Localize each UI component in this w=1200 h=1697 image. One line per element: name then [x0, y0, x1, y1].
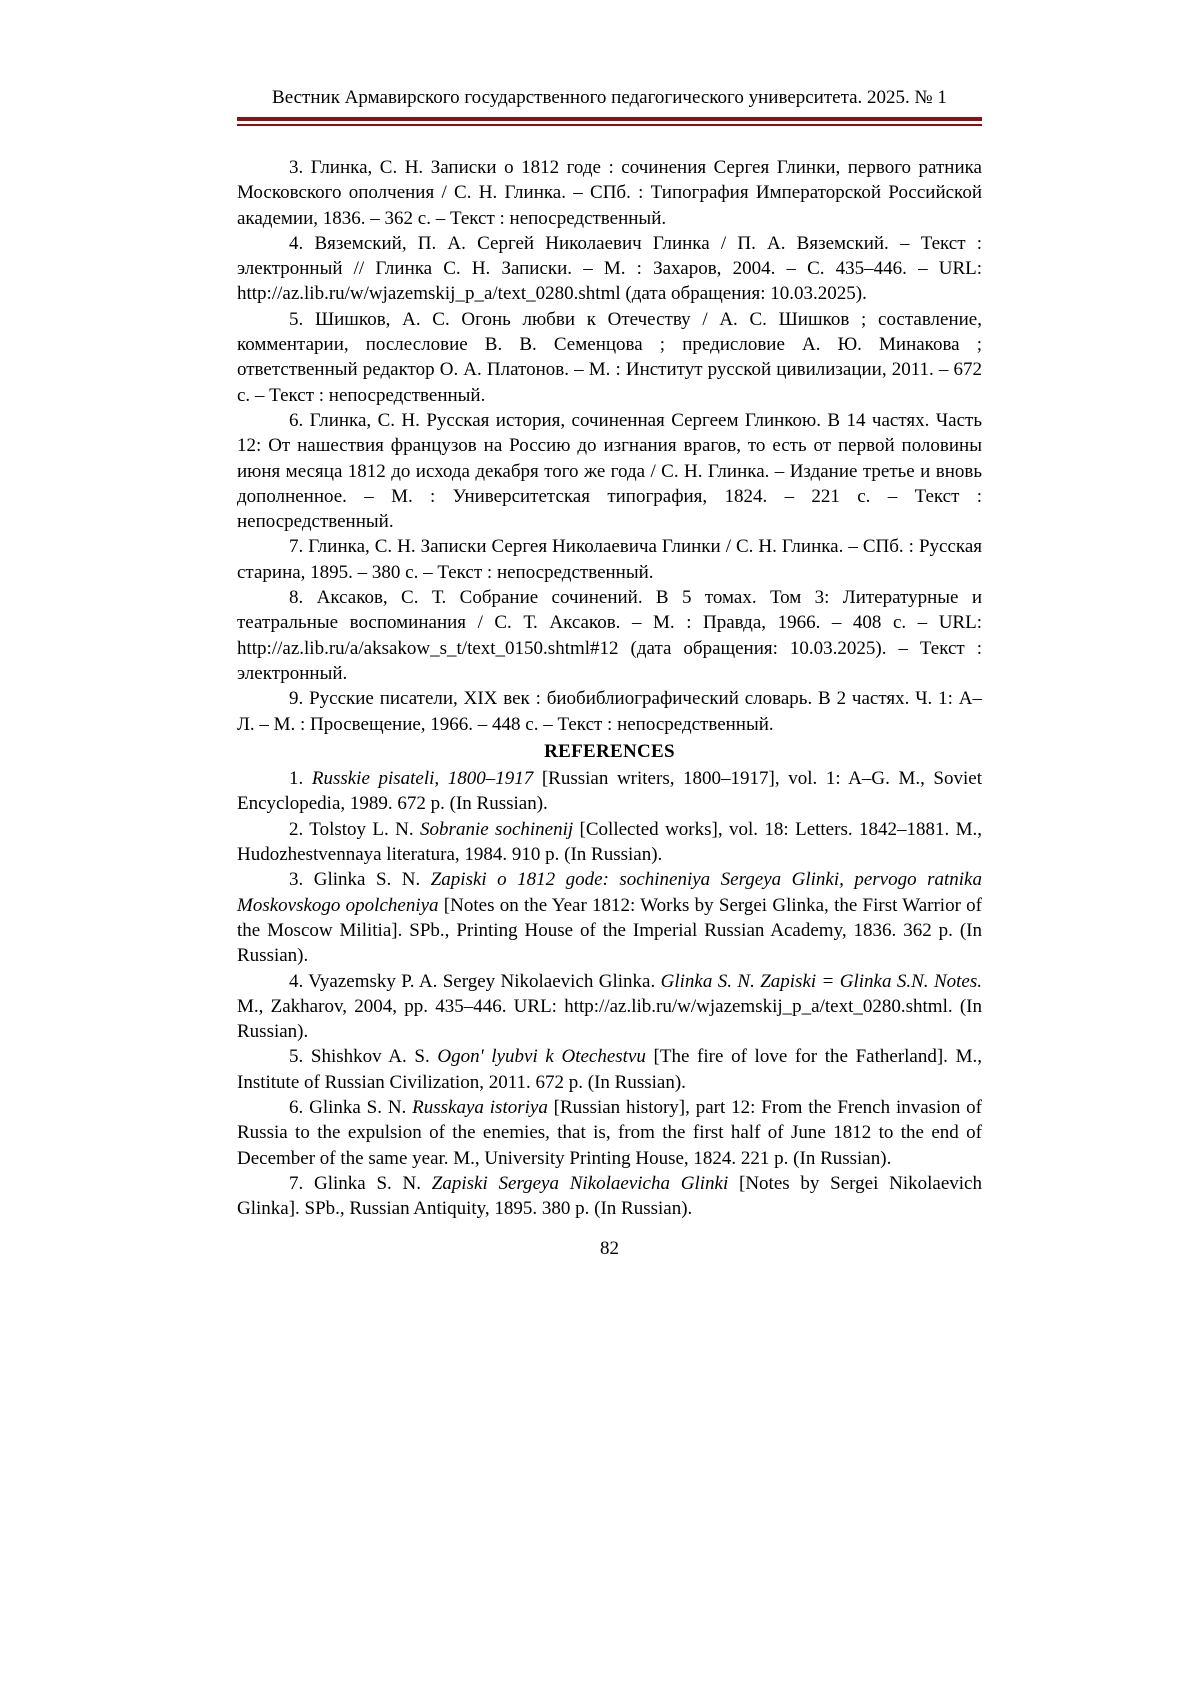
reference-item-ru: 6. Глинка, С. Н. Русская история, сочиненная Сергеем Глинкою. В 14 частях. Часть 12: От нашествия французов на Россию до изгнания врагов, то есть от первой половины июня месяца 1812 до исхода декабря того же года / С. Н. Глинка. – Издание третье и вновь дополненное. – М. : Университетская типография, 1824. – 221 с. – Текст : непосредственный. — [237, 409, 982, 533]
reference-text: [Notes by Sergei Nikolaevich Glinka]. SPb., Russian Antiquity, 1895. 380 p. (In Russian). — [237, 1172, 982, 1220]
reference-item-ru: 3. Глинка, С. Н. Записки о 1812 годе : сочинения Сергея Глинки, первого ратника Московского ополчения / С. Н. Глинка. – СПб. : Типография Императорской Российской академии, 1836. – 362 с. – Текст : непосредственный. — [237, 157, 982, 229]
reference-item-ru: 9. Русские писатели, XIX век : биобиблиографический словарь. В 2 частях. Ч. 1: А–Л. – М. : Просвещение, 1966. – 448 с. – Текст : непосредственный. — [237, 688, 982, 735]
reference-text: 2. Tolstoy L. N. — [289, 818, 421, 840]
reference-text: 7. Glinka S. N. — [289, 1172, 432, 1194]
reference-item-en — [237, 867, 982, 968]
reference-title-italic: Zapiski Sergeya Nikolaevicha Glinki — [431, 1172, 729, 1194]
reference-item-ru: 7. Глинка, С. Н. Записки Сергея Николаевича Глинки / С. Н. Глинка. – СПб. : Русская старина, 1895. – 380 с. – Текст : непосредственный. — [237, 536, 982, 583]
header-rule-thick — [237, 117, 982, 121]
reference-title-italic: Zapiski o 1812 gode: sochineniya Sergeya Glinki, pervogo ratnika Moskovskogo opolcheniya — [237, 869, 982, 916]
reference-text: [The fire of love for the Fatherland]. M., Institute of Russian Civilization, 2011. 672 p. (In Russian). — [237, 1046, 982, 1093]
reference-item-en — [237, 817, 982, 868]
reference-title-italic: Glinka S. N. Zapiski = Glinka S.N. Notes. — [660, 970, 982, 992]
english-references-section — [237, 766, 982, 1221]
reference-text: 5. Shishkov A. S. — [289, 1046, 438, 1068]
page-body — [237, 155, 982, 1262]
reference-item-ru: 4. Вяземский, П. А. Сергей Николаевич Глинка / П. А. Вяземский. – Текст : электронный // Глинка С. Н. Записки. – М. : Захаров, 2004. – С. 435–446. – URL: http://az.lib.ru/w/wjazemskij_p_a/text_0280.shtml (дата обращения: 10.03.2025). — [237, 232, 982, 305]
reference-text: [Russian writers, 1800–1917], vol. 1: A–G. M., Soviet Encyclopedia, 1989. 672 p. (In Russian). — [237, 768, 982, 815]
reference-item-en — [237, 1044, 982, 1095]
reference-text: [Notes on the Year 1812: Works by Sergei Glinka, the First Warrior of the Moscow Militia]. SPb., Printing House of the Imperial Russian Academy, 1836. 362 p. (In Russian). — [237, 894, 983, 967]
running-header — [237, 0, 982, 126]
reference-title-italic: Ogon' lyubvi k Otechestvu — [437, 1046, 646, 1068]
reference-item-en — [237, 969, 982, 1045]
reference-text: 4. Vyazemsky P. A. Sergey Nikolaevich Glinka. — [289, 970, 661, 992]
reference-item-ru: 8. Аксаков, С. Т. Собрание сочинений. В 5 томах. Том 3: Литературные и театральные воспоминания / С. Т. Аксаков. – М. : Правда, 1966. – 408 с. – URL: http://az.lib.ru/a/aksakow_s_t/text_0150.shtml#12 (дата обращения: 10.03.2025). – Текст : электронный. — [237, 587, 982, 684]
journal-header-title: Вестник Армавирского государственного педагогического университета. 2025. № 1 — [272, 87, 947, 108]
reference-text: [Russian history], part 12: From the French invasion of Russia to the expulsion of the enemies, that is, from the first half of June 1812 to the end of December of the same year. M., University Printing House, 1824. 221 p. (In Russian). — [237, 1096, 983, 1169]
russian-references-section — [237, 155, 982, 737]
reference-text: [Collected works], vol. 18: Letters. 1842–1881. M., Hudozhestvennaya literatura, 1984. 910 p. (In Russian). — [237, 818, 983, 866]
reference-text: 3. Glinka S. N. — [289, 869, 431, 891]
reference-text: 6. Glinka S. N. — [289, 1096, 413, 1118]
header-rule-thin — [237, 124, 982, 126]
reference-item-en — [237, 1171, 982, 1222]
reference-item-ru: 5. Шишков, А. С. Огонь любви к Отечеству / А. С. Шишков ; составление, комментарии, послесловие В. В. Семенцова ; предисловие А. Ю. Минакова ; ответственный редактор О. А. Платонов. – М. : Институт русской цивилизации, 2011. – 672 с. – Текст : непосредственный. — [237, 308, 982, 406]
reference-text: 1. — [289, 768, 312, 790]
reference-title-italic: Russkie pisateli, 1800–1917 — [311, 768, 534, 790]
reference-text: M., Zakharov, 2004, pp. 435–446. URL: http://az.lib.ru/w/wjazemskij_p_a/text_0280.shtml. (In Russian). — [237, 995, 982, 1043]
reference-title-italic: Russkaya istoriya — [412, 1096, 548, 1118]
reference-item-en — [237, 766, 982, 817]
reference-title-italic: Sobranie sochinenij — [420, 818, 574, 840]
reference-item-en — [237, 1095, 982, 1171]
page-number: 82 — [600, 1238, 619, 1260]
references-heading: REFERENCES — [544, 740, 675, 762]
